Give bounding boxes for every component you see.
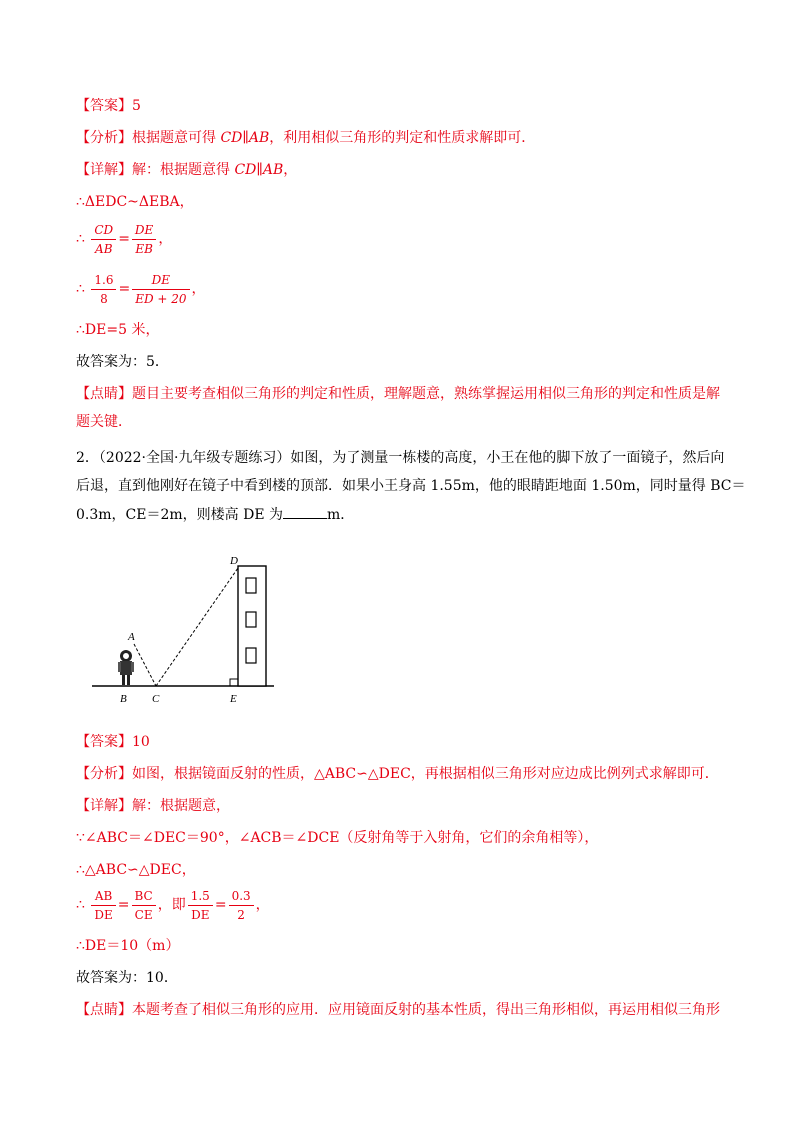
right-angle-mark: [230, 679, 238, 686]
answer-line-1: [76, 96, 730, 116]
review-line-2: [76, 1000, 730, 1020]
analysis-tag: 【分析】: [76, 130, 132, 146]
detail-text: 解：根据题意，: [132, 798, 230, 814]
step-result-2: [76, 936, 730, 956]
detail-tag: 【详解】: [76, 162, 132, 178]
analysis-line-2: [76, 764, 730, 784]
reflected-ray: [156, 568, 238, 686]
numerator: AB: [94, 888, 113, 903]
review-tag: 【点睛】: [76, 1002, 132, 1018]
detail-line-1: [76, 160, 730, 180]
detail-text: ，: [283, 162, 298, 178]
detail-text: 解：根据题意得: [132, 162, 235, 178]
fraction: [132, 222, 156, 257]
step-text: ∵∠ABC＝∠DEC＝90°，∠ACB＝∠DCE（反射角等于入射角，它们的余角相等），: [76, 830, 599, 846]
answer-value: 5: [132, 98, 141, 114]
step-ratio-1: ∴ $\frac{CD}{AB}$ = $\frac{DE}{EB}$ ，: [76, 222, 173, 256]
answer-line-2: [76, 732, 730, 752]
therefore-symbol: ∴: [76, 281, 85, 297]
denominator: 2: [229, 905, 254, 923]
denominator: 8: [91, 289, 116, 307]
math-ab: AB: [262, 162, 284, 178]
parallel-symbol: ∥: [242, 130, 249, 146]
numerator: BC: [134, 888, 153, 903]
math-ab: AB: [248, 130, 270, 146]
fraction: [188, 888, 213, 923]
answer-tag: 【答案】: [76, 98, 132, 114]
fraction: [91, 272, 116, 307]
question-text: 0.3m，CE＝2m，则楼高 DE 为: [76, 507, 283, 523]
review-text: 本题考查了相似三角形的应用．应用镜面反射的基本性质，得出三角形相似，再运用相似三角形: [132, 1002, 720, 1018]
analysis-text: ，利用相似三角形的判定和性质求解即可．: [269, 130, 536, 146]
question-text: 2．（2022·全国·九年级专题练习）如图，为了测量一栋楼的高度，小王在他的脚下放了一面镜子，然后向: [76, 450, 725, 466]
question-text: 后退，直到他刚好在镜子中看到楼的顶部．如果小王身高 1.55m，他的眼睛距地面 1.50m，同时量得 BC＝: [76, 478, 746, 494]
denominator: CE: [132, 905, 156, 923]
numerator: 1.6: [94, 272, 114, 287]
incident-ray: [134, 644, 156, 686]
fraction: [132, 272, 189, 307]
review-text: 题目主要考查相似三角形的判定和性质，理解题意，熟练掌握运用相似三角形的判定和性质是解: [132, 386, 720, 402]
punct: ，: [255, 897, 270, 913]
analysis-tag: 【分析】: [76, 766, 132, 782]
numerator: DE: [151, 272, 171, 287]
label-a: A: [128, 631, 135, 643]
final-answer-1: [76, 352, 730, 372]
review-text: 题关键．: [76, 414, 132, 430]
punct: ，: [191, 281, 206, 297]
question-2-line-1: [76, 448, 730, 468]
therefore-symbol: ∴: [76, 231, 85, 247]
review-line-1b: [76, 412, 730, 432]
answer-tag: 【答案】: [76, 734, 132, 750]
geometry-figure: [88, 548, 278, 710]
step-similar-triangles: [76, 192, 730, 212]
result-text: ∴DE＝10（m）: [76, 938, 180, 954]
step-result: [76, 320, 730, 340]
question-text: m．: [327, 507, 355, 523]
label-b: B: [120, 693, 127, 705]
result-text: ∴DE=5 米，: [76, 322, 160, 338]
denominator: ED + 20: [132, 289, 189, 307]
answer-blank: [283, 504, 327, 519]
label-d: D: [230, 555, 238, 567]
fraction: [91, 222, 116, 257]
label-e: E: [230, 693, 237, 705]
numerator: 0.3: [231, 888, 251, 903]
analysis-text: 根据题意可得: [132, 130, 221, 146]
question-2-line-3: [76, 504, 730, 525]
review-tag: 【点睛】: [76, 386, 132, 402]
step-text: ∴ΔEDC~ΔEBA，: [76, 194, 194, 210]
detail-tag: 【详解】: [76, 798, 132, 814]
math-cd: CD: [234, 162, 257, 178]
denominator: EB: [132, 239, 156, 257]
denominator: DE: [188, 905, 213, 923]
therefore-symbol: ∴: [76, 897, 85, 913]
question-2-line-2: [76, 476, 746, 496]
parallel-symbol: ∥: [256, 162, 263, 178]
analysis-line-1: [76, 128, 730, 148]
fraction: [229, 888, 254, 923]
numerator: CD: [94, 222, 114, 237]
final-text: 故答案为：10．: [76, 970, 178, 986]
final-text: 故答案为：5．: [76, 354, 169, 370]
final-answer-2: [76, 968, 730, 988]
step-text: ，即: [157, 897, 186, 913]
denominator: DE: [91, 905, 115, 923]
fraction: [91, 888, 115, 923]
label-c: C: [152, 693, 160, 705]
building: [238, 566, 266, 686]
numerator: 1.5: [190, 888, 210, 903]
math-cd: CD: [220, 130, 243, 146]
fraction: [132, 888, 156, 923]
step-text: ∴△ABC∽△DEC，: [76, 862, 196, 878]
analysis-text: 如图，根据镜面反射的性质，△ABC∽△DEC，再根据相似三角形对应边成比例列式求解即可．: [132, 766, 719, 782]
answer-value: 10: [132, 734, 150, 750]
step-because: [76, 828, 730, 848]
step-therefore: [76, 860, 730, 880]
denominator: AB: [91, 239, 116, 257]
step-ratio-3: ∴ $\frac{AB}{DE}$ = $\frac{BC}{CE}$ ，即 $\frac{1.5}{DE}$ = $\frac{0.3}{2}$ ，: [76, 888, 270, 922]
review-line-1a: [76, 384, 730, 404]
person-figure: [118, 650, 134, 685]
step-ratio-2: ∴ $\frac{1.6}{8}$ = $\frac{DE}{ED + 20}$ ，: [76, 272, 206, 306]
detail-line-2: [76, 796, 730, 816]
numerator: DE: [134, 222, 154, 237]
punct: ，: [158, 231, 173, 247]
